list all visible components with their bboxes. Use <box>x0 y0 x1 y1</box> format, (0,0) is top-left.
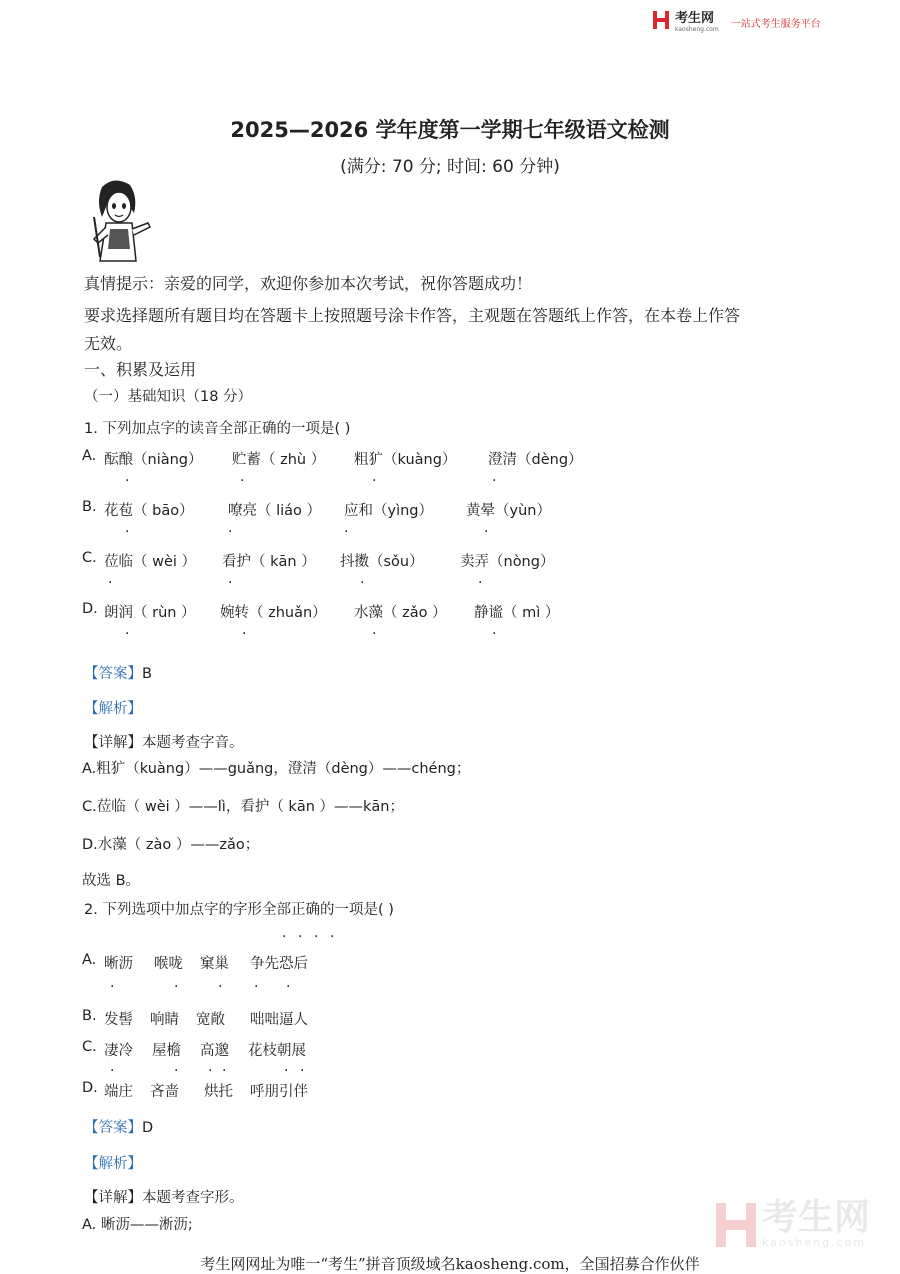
option-item: 贮蓄（ zhù ） <box>232 452 326 468</box>
option-item: 窠巢 <box>200 956 229 972</box>
logo-mark-icon <box>653 11 669 29</box>
emphasis-dot: · <box>228 575 233 591</box>
emphasis-dot: · <box>314 929 319 945</box>
emphasis-dot: · <box>228 524 233 540</box>
answer-value: D <box>142 1120 154 1136</box>
option-item: 呼朋引伴 <box>250 1084 308 1100</box>
detail-label: 【详解】 <box>84 1190 142 1206</box>
emphasis-dot: · <box>208 1063 213 1079</box>
emphasis-dot: · <box>360 575 365 591</box>
option-item: 抖擞（sǒu） <box>340 554 424 570</box>
option-item: 朗润（ rùn ） <box>104 605 196 621</box>
emphasis-dot: · <box>240 473 245 489</box>
option-item: 屋檐 <box>152 1043 181 1059</box>
exam-title: 2025—2026 学年度第一学期七年级语文检测 <box>230 118 670 142</box>
emphasis-dot: · <box>298 929 303 945</box>
mascot-illustration <box>84 177 154 263</box>
emphasis-dot: · <box>478 575 483 591</box>
option-letter: A. <box>82 448 97 464</box>
emphasis-dot: · <box>372 626 377 642</box>
emphasis-dot: · <box>254 979 259 995</box>
option-item: 嘹亮（ liáo ） <box>228 503 322 519</box>
emphasis-dot: · <box>110 979 115 995</box>
q1-conclusion: 故选 B。 <box>82 873 141 889</box>
option-item: 响睛 <box>150 1012 179 1028</box>
emphasis-dot: · <box>492 626 497 642</box>
q1-stem: 1. 下列加点字的读音全部正确的一项是( ) <box>84 421 351 437</box>
watermark-domain: kaosheng.com <box>762 1236 867 1249</box>
option-letter: A. <box>82 952 97 968</box>
q1-explain-line: D.水藻（ zào ）——zǎo； <box>82 837 260 853</box>
option-letter: C. <box>82 550 97 566</box>
option-letter: B. <box>82 1008 97 1024</box>
option-letter: B. <box>82 499 97 515</box>
q1-detail <box>84 733 244 753</box>
answer-label: 【答案】 <box>84 666 142 682</box>
q1-explain-line: A.粗犷（kuàng）——guǎng，澄清（dèng）——chéng； <box>82 761 471 777</box>
emphasis-dot: · <box>222 1063 227 1079</box>
logo-slogan: 一站式考生服务平台 <box>730 18 821 30</box>
option-item: 晰沥 <box>104 956 133 972</box>
option-item: 水藻（ zǎo ） <box>354 605 447 621</box>
emphasis-dot: · <box>484 524 489 540</box>
option-item: 烘托 <box>204 1084 233 1100</box>
emphasis-dot: · <box>110 1063 115 1079</box>
option-item: 酝酿（niàng） <box>104 452 203 468</box>
notice-line-3: 无效。 <box>84 334 133 353</box>
emphasis-dot: · <box>174 979 179 995</box>
option-item: 争先恐后 <box>250 956 308 972</box>
exam-subtitle: (满分: 70 分; 时间: 60 分钟) <box>340 157 560 177</box>
notice-line-2: 要求选择题所有题目均在答题卡上按照题号涂卡作答，主观题在答题纸上作答，在本卷上作答 <box>84 306 741 325</box>
option-item: 莅临（ wèi ） <box>104 554 197 570</box>
emphasis-dot: · <box>286 979 291 995</box>
answer-label: 【答案】 <box>84 1120 142 1136</box>
emphasis-dot: · <box>330 929 335 945</box>
emphasis-dot: · <box>372 473 377 489</box>
site-logo[interactable] <box>653 7 821 33</box>
emphasis-dot: · <box>125 524 130 540</box>
emphasis-dot: · <box>174 1063 179 1079</box>
option-letter: D. <box>82 601 98 617</box>
emphasis-dot: · <box>282 929 287 945</box>
option-item: 端庄 <box>104 1084 133 1100</box>
watermark-text <box>762 1197 871 1249</box>
option-item: 应和（yìng） <box>344 503 434 519</box>
option-item: 澄清（dèng） <box>488 452 583 468</box>
emphasis-dot: · <box>242 626 247 642</box>
q1-answer <box>84 664 152 684</box>
option-item: 咄咄逼人 <box>250 1012 308 1028</box>
emphasis-dot: · <box>125 626 130 642</box>
option-item: 卖弄（nòng） <box>460 554 555 570</box>
watermark-logo <box>716 1197 871 1249</box>
watermark-mark-icon <box>716 1203 756 1247</box>
option-letter: D. <box>82 1080 98 1096</box>
emphasis-dot: · <box>125 473 130 489</box>
option-item: 粗犷（kuàng） <box>354 452 457 468</box>
option-item: 发髻 <box>104 1012 133 1028</box>
page-footer: 考生网网址为唯一“考生”拼音顶级域名kaosheng.com，全国招募合作伙伴 <box>200 1255 700 1273</box>
q1-explain-line: C.莅临（ wèi ）——lì，看护（ kān ）——kān； <box>82 799 404 815</box>
q1-analysis-label: 【解析】 <box>84 701 142 717</box>
detail-text: 本题考查字音。 <box>142 735 244 751</box>
option-item: 喉咙 <box>154 956 183 972</box>
q2-detail <box>84 1188 244 1208</box>
detail-text: 本题考查字形。 <box>142 1190 244 1206</box>
section-subtitle: （一）基础知识（18 分） <box>84 389 253 405</box>
detail-label: 【详解】 <box>84 735 142 751</box>
emphasis-dot: · <box>492 473 497 489</box>
option-item: 凄冷 <box>104 1043 133 1059</box>
emphasis-dot: · <box>284 1063 289 1079</box>
option-item: 婉转（ zhuǎn） <box>220 605 327 621</box>
option-item: 花苞（ bāo） <box>104 503 194 519</box>
q2-stem: 2. 下列选项中加点字的字形全部正确的一项是( ) <box>84 902 394 918</box>
option-item: 高邈 <box>200 1043 229 1059</box>
option-item: 黄晕（yùn） <box>466 503 551 519</box>
q2-answer <box>84 1118 153 1138</box>
option-letter: C. <box>82 1039 97 1055</box>
emphasis-dot: · <box>108 575 113 591</box>
logo-domain: kaosheng.com <box>675 26 719 33</box>
option-item: 静谧（ mì ） <box>474 605 560 621</box>
answer-value: B <box>142 666 152 682</box>
watermark-brand: 考生网 <box>762 1197 871 1238</box>
emphasis-dot: · <box>300 1063 305 1079</box>
emphasis-dot: · <box>344 524 349 540</box>
notice-line-1: 真情提示：亲爱的同学，欢迎你参加本次考试，祝你答题成功！ <box>84 274 533 293</box>
section-title: 一、积累及运用 <box>84 360 197 379</box>
q2-explain-line: A. 晰沥——淅沥; <box>82 1217 193 1233</box>
option-item: 看护（ kān ） <box>222 554 316 570</box>
option-item: 宽敞 <box>196 1012 225 1028</box>
q2-analysis-label: 【解析】 <box>84 1156 142 1172</box>
emphasis-dot: · <box>218 979 223 995</box>
logo-brand: 考生网 <box>675 11 715 26</box>
option-item: 吝啬 <box>150 1084 179 1100</box>
logo-text <box>675 7 719 33</box>
option-item: 花枝朝展 <box>248 1043 306 1059</box>
